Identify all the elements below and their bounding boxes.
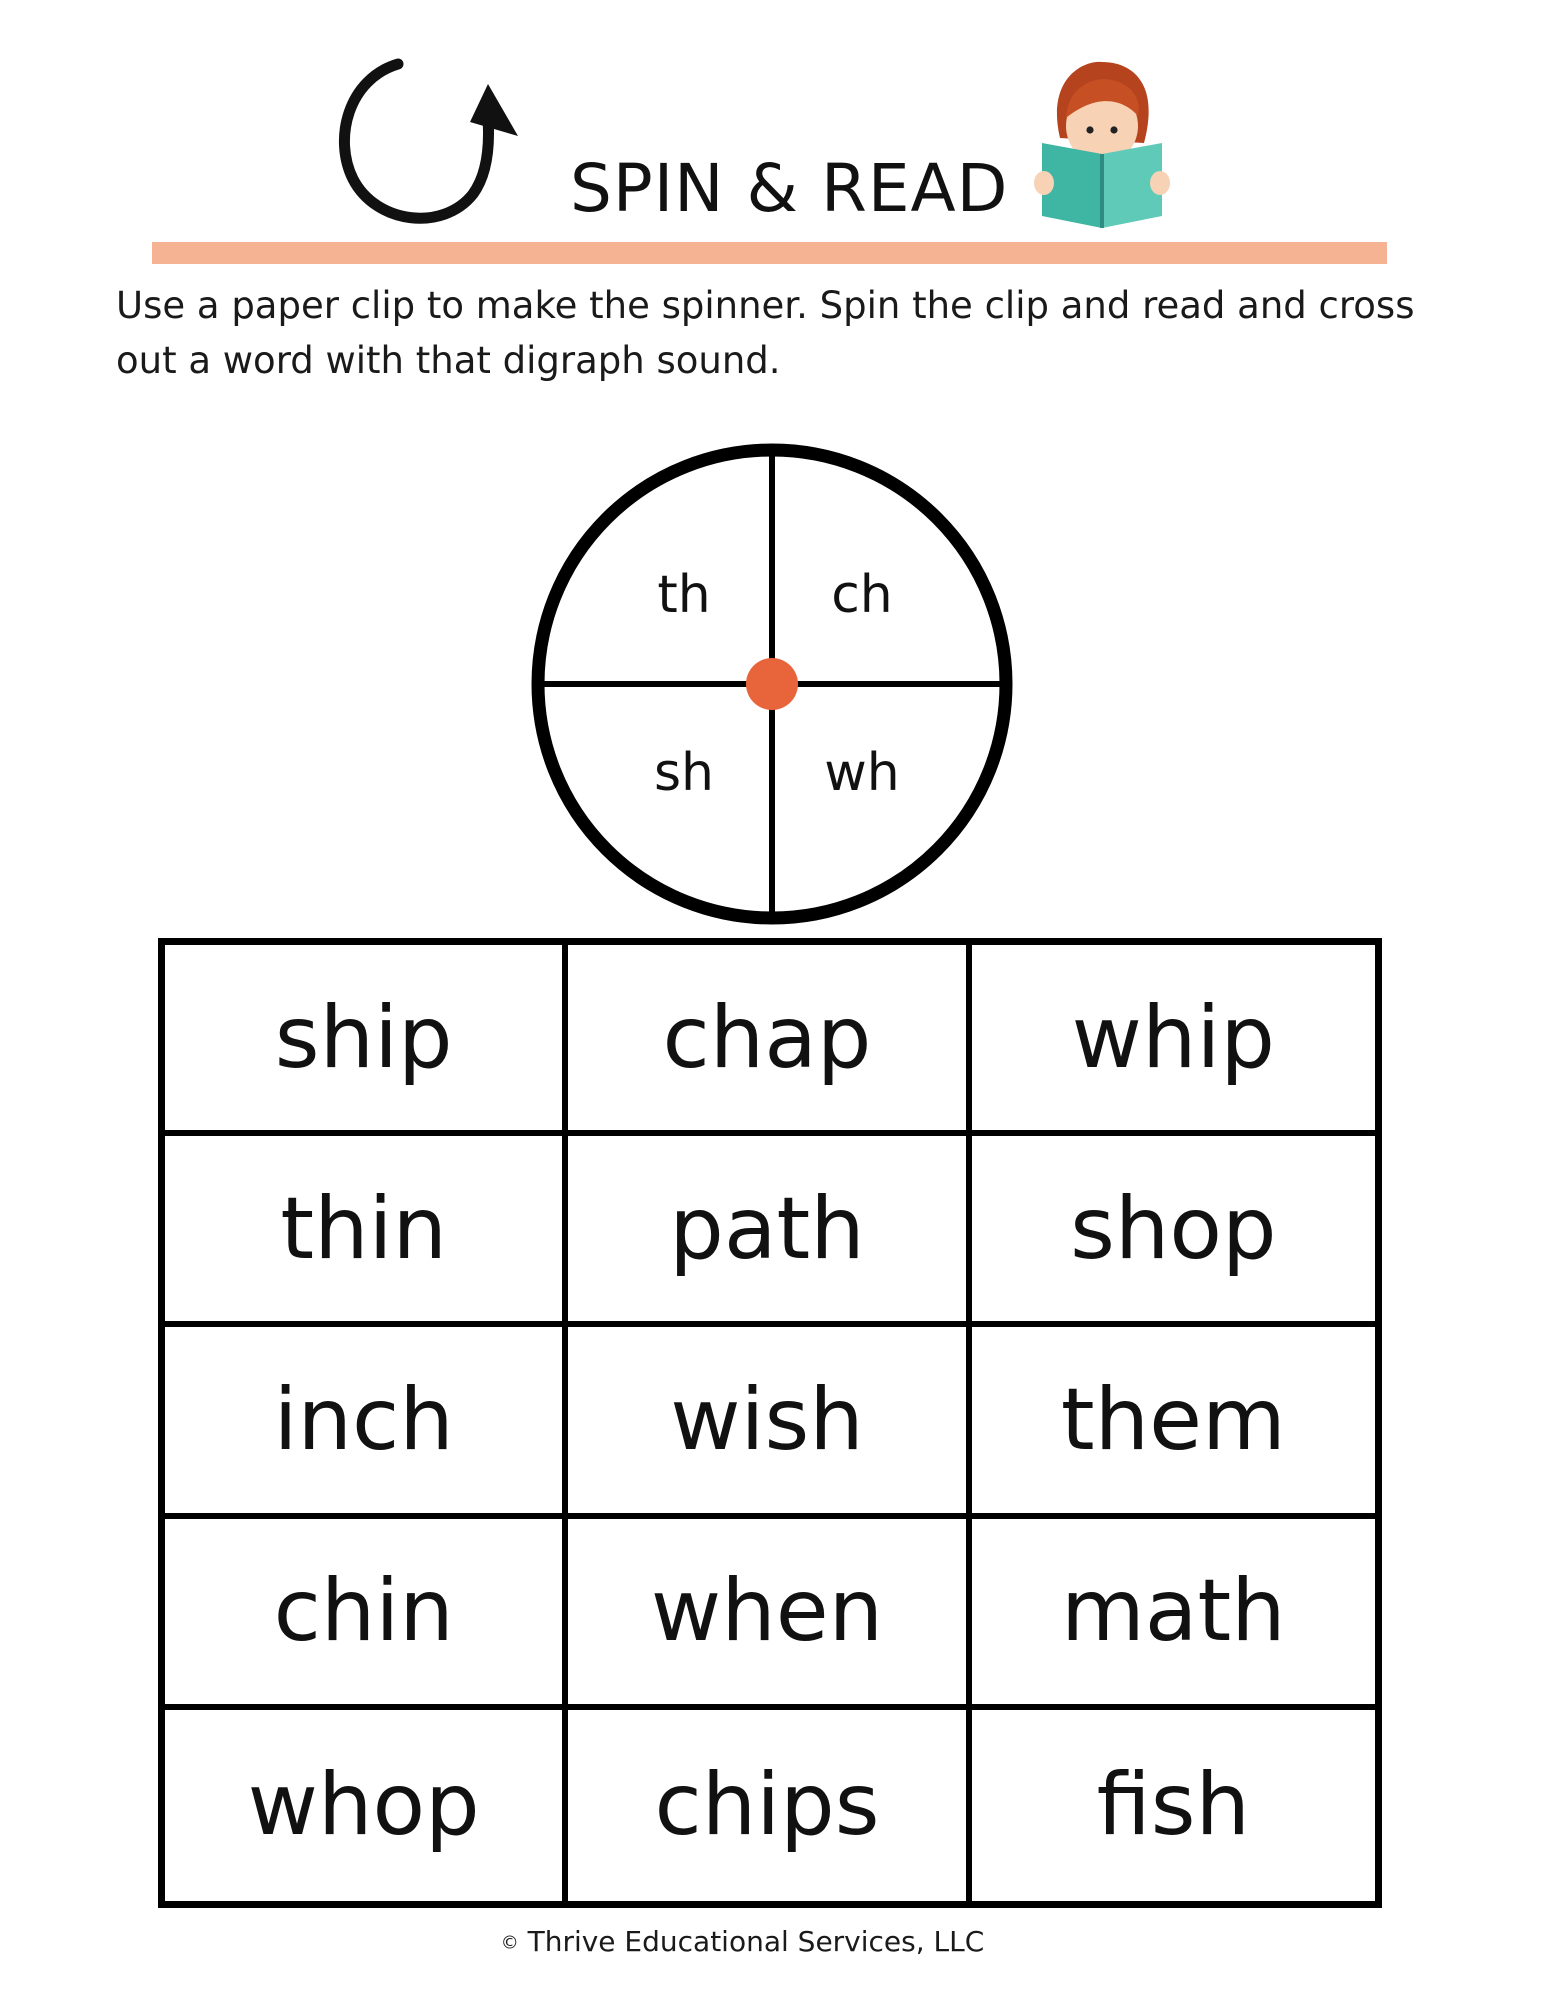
word-cell[interactable]: chin <box>165 1519 568 1710</box>
copyright-text: Thrive Educational Services, LLC <box>527 1925 985 1958</box>
copyright-footer <box>0 1925 1485 1958</box>
word-cell[interactable]: inch <box>165 1327 568 1518</box>
page-title: SPIN & READ <box>570 150 1009 227</box>
word-cell[interactable]: shop <box>972 1136 1375 1327</box>
curved-arrow-icon <box>328 54 528 234</box>
word-cell[interactable]: path <box>568 1136 971 1327</box>
word-cell[interactable]: whip <box>972 945 1375 1136</box>
spinner-section-wh: wh <box>824 743 900 803</box>
spinner-section-ch: ch <box>831 565 893 625</box>
header-rule <box>152 242 1387 264</box>
word-grid <box>158 938 1382 1908</box>
spinner <box>522 434 1022 934</box>
word-cell[interactable]: fish <box>1096 1755 1251 1856</box>
word-cell[interactable]: when <box>568 1519 971 1710</box>
instructions-text: Use a paper clip to make the spinner. Spin the clip and read and cross out a word with that digraph sound. <box>116 284 1415 382</box>
girl-reading-book-icon <box>1032 58 1172 233</box>
word-cell[interactable]: math <box>972 1519 1375 1710</box>
word-cell[interactable]: chips <box>568 1710 971 1901</box>
word-cell[interactable]: wish <box>568 1327 971 1518</box>
copyright-symbol: © <box>500 1932 519 1954</box>
word-cell[interactable]: chap <box>568 945 971 1136</box>
spinner-section-th: th <box>657 565 711 625</box>
spinner-section-sh: sh <box>653 743 715 803</box>
word-cell[interactable]: ship <box>165 945 568 1136</box>
spinner-center-dot <box>746 658 798 710</box>
word-cell[interactable]: thin <box>165 1136 568 1327</box>
word-cell[interactable]: whop <box>165 1710 568 1901</box>
word-cell[interactable]: them <box>972 1327 1375 1518</box>
